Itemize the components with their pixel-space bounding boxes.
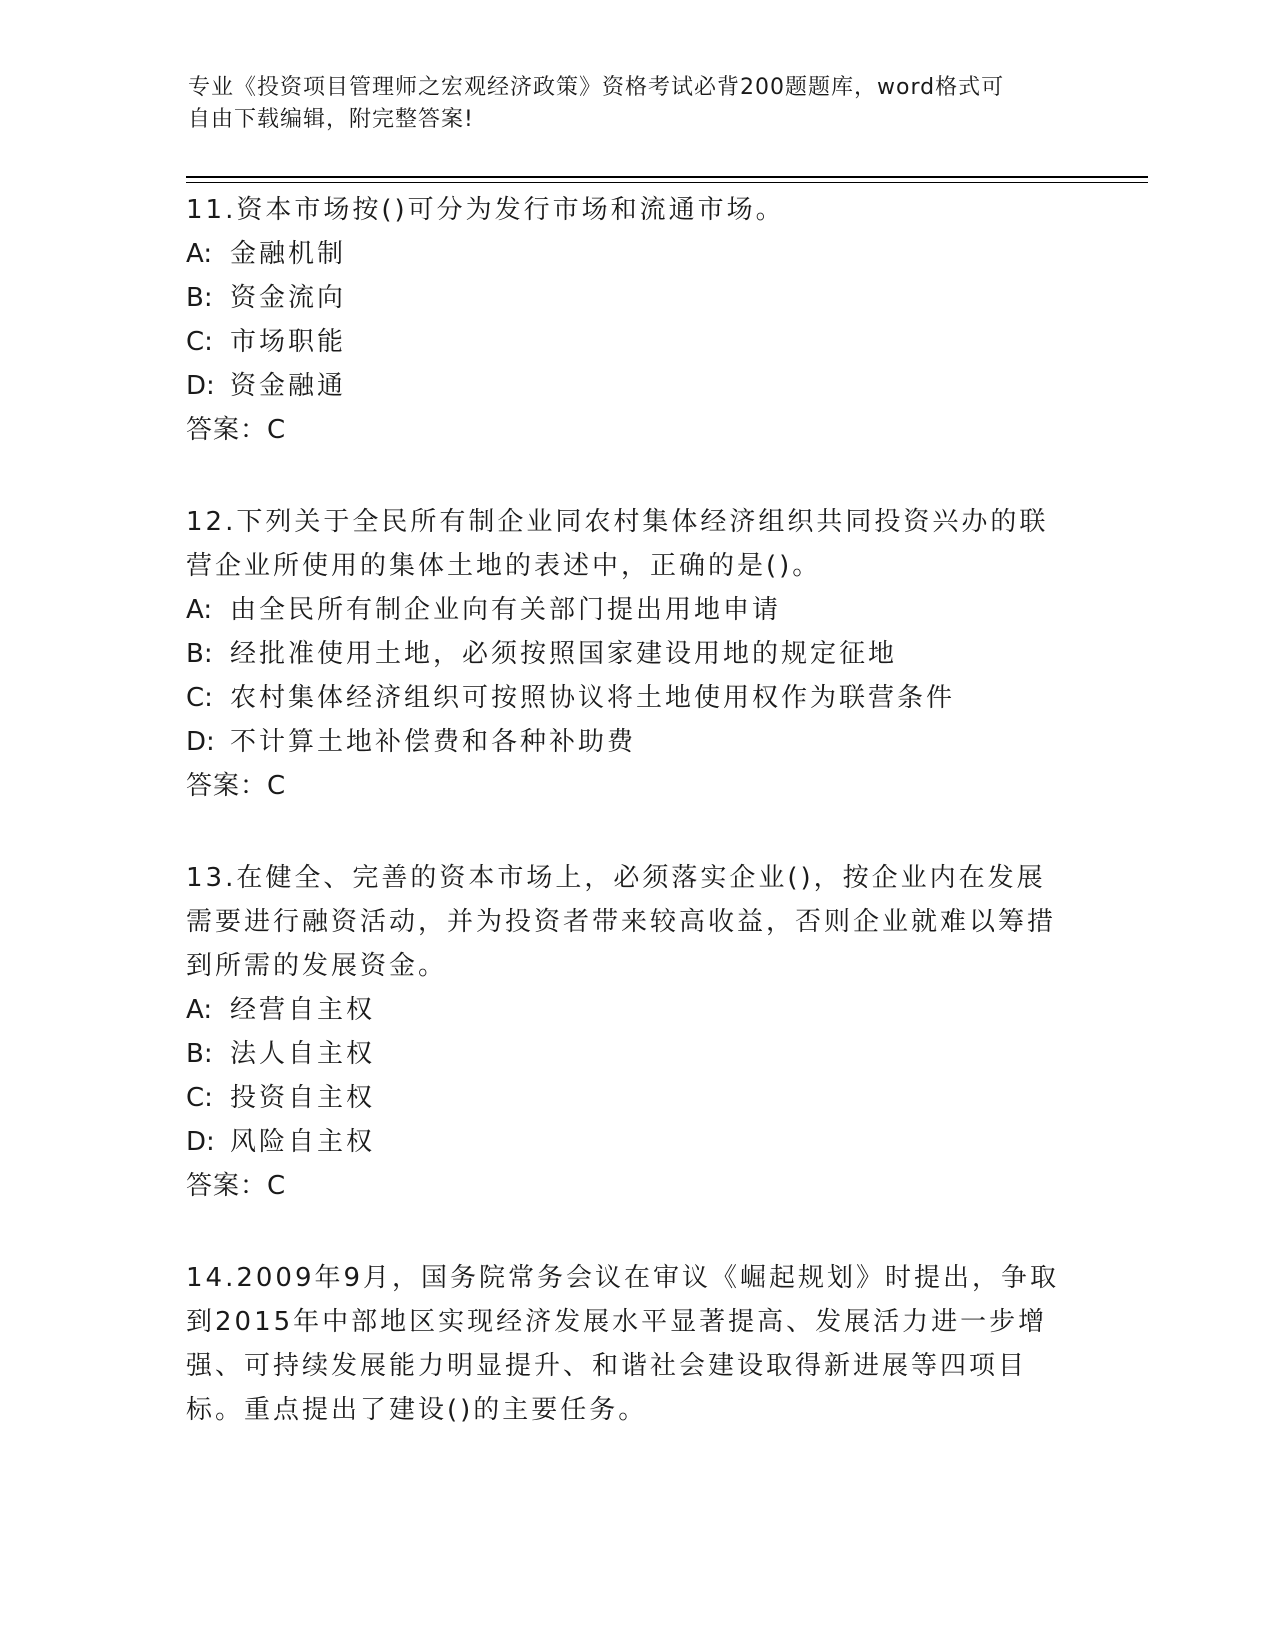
option-letter: C:	[186, 327, 213, 357]
option-c	[186, 676, 1066, 720]
option-a	[186, 988, 1066, 1032]
option-letter: A:	[186, 995, 213, 1025]
option-text: 不计算土地补偿费和各种补助费	[230, 727, 637, 757]
option-text: 市场职能	[230, 327, 347, 357]
header-divider-thin	[186, 182, 1148, 183]
option-text: 法人自主权	[230, 1039, 376, 1069]
question-14	[186, 1256, 1066, 1432]
question-list	[186, 188, 1066, 1432]
option-letter: B:	[186, 639, 213, 669]
answer: 答案：C	[186, 1171, 287, 1201]
option-c	[186, 1076, 1066, 1120]
option-letter: A:	[186, 595, 213, 625]
option-text: 金融机制	[230, 239, 347, 269]
answer: 答案：C	[186, 771, 287, 801]
option-d	[186, 1120, 1066, 1164]
option-b	[186, 1032, 1066, 1076]
option-c	[186, 320, 1066, 364]
option-letter: C:	[186, 683, 213, 713]
option-letter: B:	[186, 283, 213, 313]
answer: 答案：C	[186, 415, 287, 445]
option-text: 经批准使用土地，必须按照国家建设用地的规定征地	[230, 639, 898, 669]
document-header	[188, 72, 1068, 136]
option-text: 资金流向	[230, 283, 347, 313]
question-text: 11.资本市场按()可分为发行市场和流通市场。	[186, 195, 785, 225]
question-13	[186, 856, 1066, 1208]
question-11	[186, 188, 1066, 452]
option-text: 由全民所有制企业向有关部门提出用地申请	[230, 595, 782, 625]
question-12	[186, 500, 1066, 808]
spacer	[186, 808, 1066, 856]
option-d	[186, 720, 1066, 764]
question-text: 13.在健全、完善的资本市场上，必须落实企业()，按企业内在发展需要进行融资活动，并为投资者带来较高收益，否则企业就难以筹措到所需的发展资金。	[186, 863, 1057, 981]
option-letter: D:	[186, 727, 215, 757]
question-text: 14.2009年9月，国务院常务会议在审议《崛起规划》时提出，争取到2015年中部地区实现经济发展水平显著提高、发展活力进一步增强、可持续发展能力明显提升、和谐社会建设取得新进展等四项目标。重点提出了建设()的主要任务。	[186, 1263, 1060, 1425]
question-text: 12.下列关于全民所有制企业同农村集体经济组织共同投资兴办的联营企业所使用的集体土地的表述中，正确的是()。	[186, 507, 1049, 581]
option-letter: A:	[186, 239, 213, 269]
option-text: 风险自主权	[230, 1127, 376, 1157]
header-divider-thick	[186, 176, 1148, 178]
option-text: 投资自主权	[230, 1083, 376, 1113]
option-letter: C:	[186, 1083, 213, 1113]
header-line-2: 自由下载编辑，附完整答案!	[188, 107, 474, 132]
option-a	[186, 232, 1066, 276]
option-letter: D:	[186, 371, 215, 401]
option-b	[186, 632, 1066, 676]
option-b	[186, 276, 1066, 320]
option-letter: B:	[186, 1039, 213, 1069]
option-a	[186, 588, 1066, 632]
header-line-1: 专业《投资项目管理师之宏观经济政策》资格考试必背200题题库，word格式可	[188, 75, 1005, 100]
spacer	[186, 452, 1066, 500]
option-text: 农村集体经济组织可按照协议将土地使用权作为联营条件	[230, 683, 956, 713]
option-text: 经营自主权	[230, 995, 376, 1025]
spacer	[186, 1208, 1066, 1256]
option-letter: D:	[186, 1127, 215, 1157]
option-d	[186, 364, 1066, 408]
option-text: 资金融通	[230, 371, 347, 401]
